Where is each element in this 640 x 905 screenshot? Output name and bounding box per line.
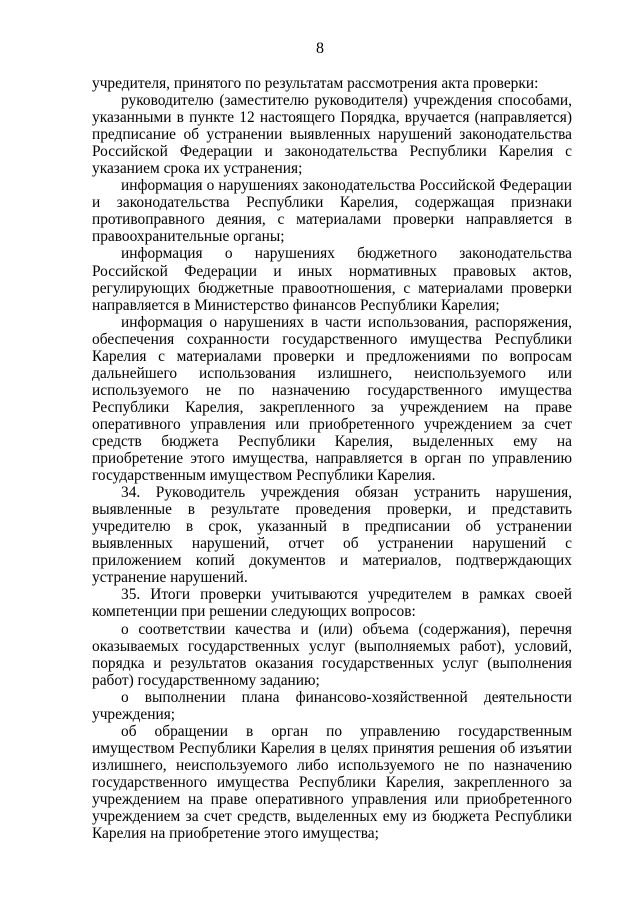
paragraph-law-enforcement: информация о нарушениях законодательства Российской Федерации и законодательства Республики Карелия, содержащая признаки противоправного деяния, с материалами проверки направляется в правоохранительные органы; [92,177,572,246]
paragraph-prescription: руководителю (заместителю руководителя) учреждения способами, указанными в пункте 12 настоящего Порядка, вручается (направляется) предписание об устранении выявленных нарушений законодательства Российской Федерации и законодательства Республики Карелия с указанием срока их устранения; [92,92,572,178]
paragraph-quality-compliance: о соответствии качества и (или) объема (содержания), перечня оказываемых государственных услуг (выполняемых работ), условий, порядка и результатов оказания государственных услуг (выполнения работ) государственному заданию; [92,620,572,689]
paragraph-continuation: учредителя, принятого по результатам рассмотрения акта проверки: [92,75,539,92]
document-body [92,75,572,842]
paragraph-property-withdrawal: об обращении в орган по управлению государственным имуществом Республики Карелия в целях принятия решения об изъятии излишнего, неиспользуемого либо используемого не по назначению государственного имущества Республики Карелия, закрепленного за учреждением на праве оперативного управления или приобретенного учреждением за счет средств, выделенных ему из бюджета Республики Карелия на приобретение этого имущества; [92,722,572,843]
paragraph-financial-plan: о выполнении плана финансово-хозяйственной деятельности учреждения; [92,688,572,723]
paragraph-property-management: информация о нарушениях в части использования, распоряжения, обеспечения сохранности государственного имущества Республики Карелия с материалами проверки и предложениями по вопросам дальнейшего использования излишнего, неиспользуемого или используемого не по назначению государственного имущества Республики Карелия, закрепленного за учреждением на праве оперативного управления или приобретенного учреждением за счет средств бюджета Республики Карелия, выделенных ему на приобретение этого имущества, направляется в орган по управлению государственным имуществом Республики Карелия. [92,313,572,485]
page-number: 8 [316,40,324,57]
paragraph-ministry-finance: информация о нарушениях бюджетного законодательства Российской Федерации и иных нормативных правовых актов, регулирующих бюджетные правоотношения, с материалами проверки направляется в Министерство финансов Республики Карелия; [92,245,572,314]
paragraph-item-35: 35. Итоги проверки учитываются учредителем в рамках своей компетенции при решении следующих вопросов: [92,586,572,621]
paragraph-item-34: 34. Руководитель учреждения обязан устранить нарушения, выявленные в результате проведения проверки, и представить учредителю в срок, указанный в предписании об устранении выявленных нарушений, отчет об устранении нарушений с приложением копий документов и материалов, подтверждающих устранение нарушений. [92,484,572,587]
